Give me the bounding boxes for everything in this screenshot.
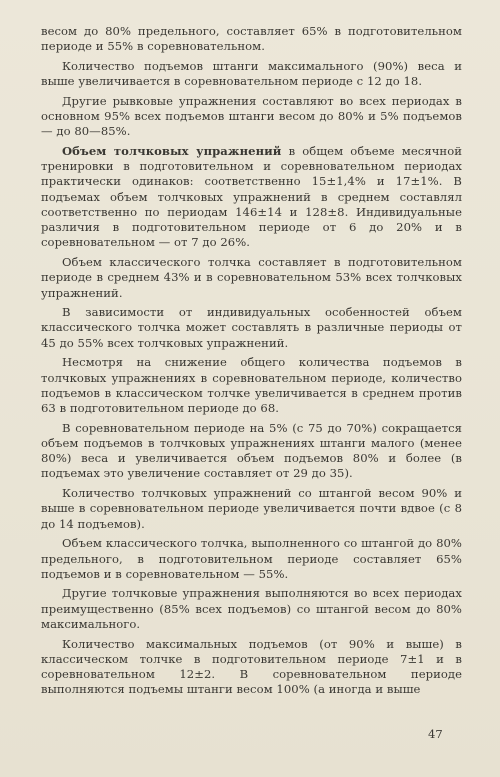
paragraph-9: Количество толчковых упражнений со штангой весом 90% и выше в соревновательном периоде увеличивается почти вдвое (с 8 до 14 подъемов). bbox=[41, 486, 462, 531]
paragraph-10: Объем классического толчка, выполненного со штангой до 80% предельного, в подготовительном периоде составляет 65% подъемов и в соревновательном — 55%. bbox=[41, 536, 462, 581]
page-number: 47 bbox=[428, 727, 443, 741]
paragraph-4-lead: Объем толчковых упражнений bbox=[62, 143, 282, 158]
paragraph-1: весом до 80% предельного, составляет 65% в подготовительном периоде и 55% в соревновательном. bbox=[41, 24, 462, 54]
paragraph-5: Объем классического толчка составляет в подготовительном периоде в среднем 43% и в соревновательном 53% всех толчковых упражнений. bbox=[41, 255, 462, 300]
paragraph-8: В соревновательном периоде на 5% (с 75 до 70%) сокращается объем подъемов в толчковых упражнениях штанги малого (менее 80%) веса и увеличивается объем подъемов 80% и более (в подъемах это увеличение составляет от 29 до 35). bbox=[41, 420, 462, 481]
paragraph-12: Количество максимальных подъемов (от 90% и выше) в классическом толчке в подготовительном периоде 7±1 и в соревновательном 12±2. В соревновательном периоде выполняются подъемы штанги весом 100% (а иногда и выше bbox=[41, 636, 462, 697]
paragraph-7: Несмотря на снижение общего количества подъемов в толчковых упражнениях в соревновательном периоде, количество подъемов в классическом толчке увеличивается в среднем против 63 в подготовительном периоде до 68. bbox=[41, 355, 462, 416]
paragraph-4-text: в общем объеме месячной тренировки в подготовительном и соревновательном периодах практически одинаков: соответственно 15±1,4% и 17±1%. В подъемах объем толчковых упражнений в среднем составлял соответственно по периодам 146±14 и 128±8. Индивидуальные различия в подготовительном периоде от 6 до 20% и в соревновательном — от 7 до 26%. bbox=[41, 143, 462, 250]
paragraph-2: Количество подъемов штанги максимального (90%) веса и выше увеличивается в соревновательном периоде с 12 до 18. bbox=[41, 58, 462, 89]
paragraph-4 bbox=[41, 144, 462, 251]
paragraph-3: Другие рывковые упражнения составляют во всех периодах в основном 95% всех подъемов штанги весом до 80% и 5% подъемов — до 80—85%. bbox=[41, 93, 462, 139]
paragraph-11: Другие толчковые упражнения выполняются во всех периодах преимущественно (85% всех подъемов) со штангой весом до 80% максимального. bbox=[41, 586, 462, 631]
body-text bbox=[41, 24, 462, 702]
paragraph-6: В зависимости от индивидуальных особенностей объем классического толчка может составлять в различные периоды от 45 до 55% всех толчковых упражнений. bbox=[41, 305, 462, 350]
